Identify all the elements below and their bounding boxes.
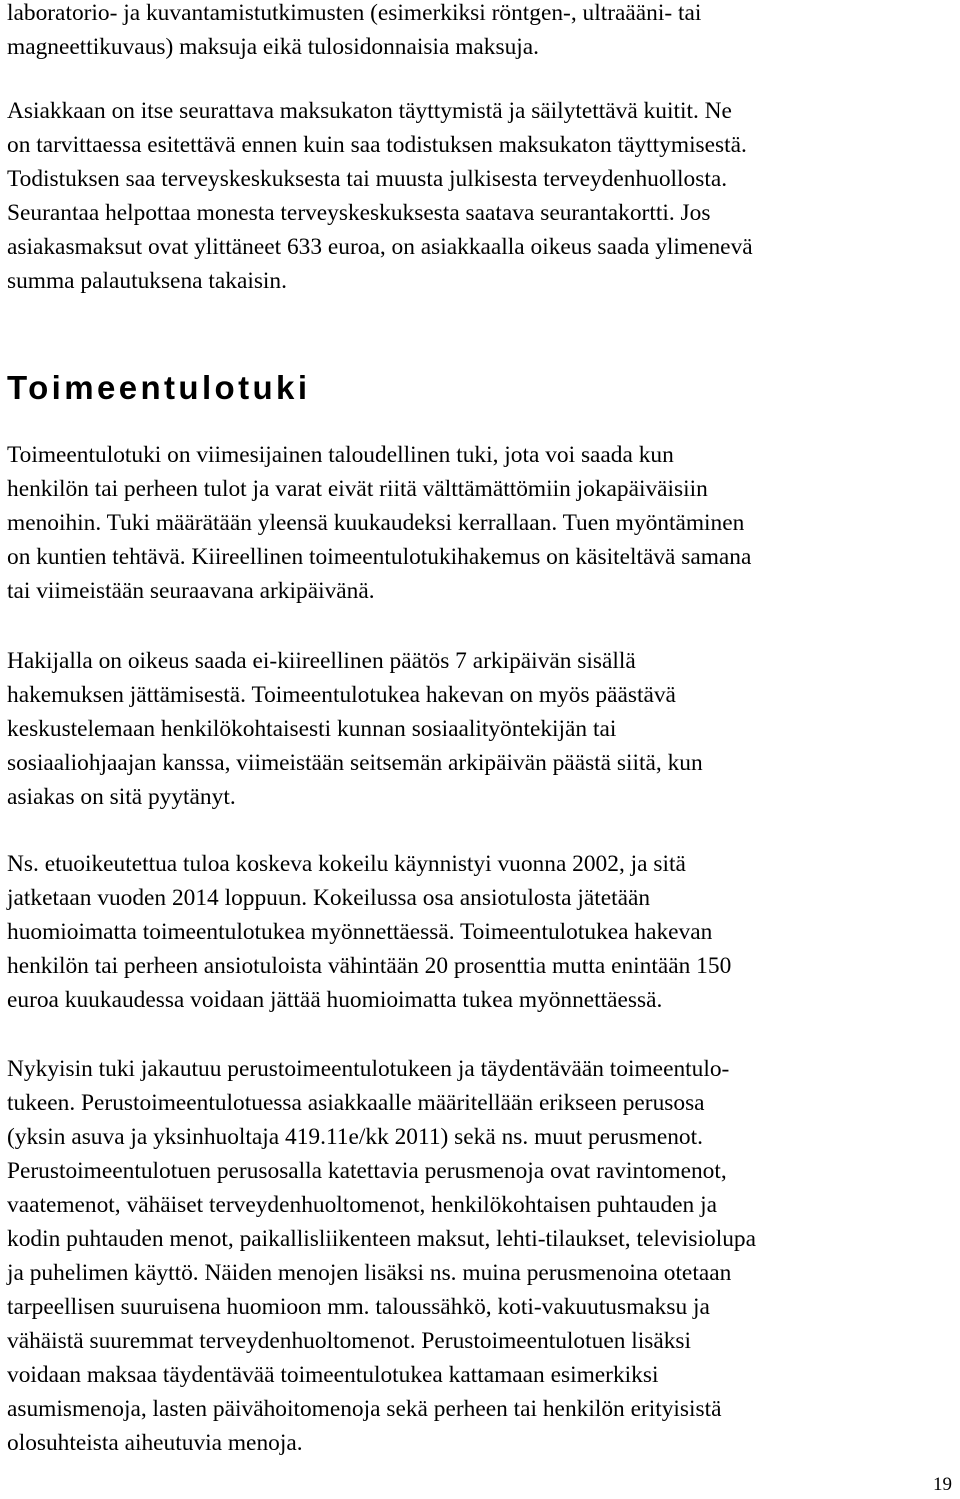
text-line: on tarvittaessa esitettävä ennen kuin saa todistuksen maksukaton täyttymisestä.: [7, 132, 747, 158]
text-line: huomioimatta toimeentulotukea myönnettäessä. Toimeentulotukea hakevan: [7, 919, 713, 945]
text-line: asumismenoja, lasten päivähoitomenoja sekä perheen tai henkilön erityisistä: [7, 1396, 722, 1422]
text-line: olosuhteista aiheutuvia menoja.: [7, 1430, 303, 1456]
text-line: on kuntien tehtävä. Kiireellinen toimeentulotukihakemus on käsiteltävä samana: [7, 544, 752, 570]
text-line: henkilön tai perheen tulot ja varat eivät riitä välttämättömiin jokapäiväisiin: [7, 476, 708, 502]
text-line: (yksin asuva ja yksinhuoltaja 419.11e/kk 2011) sekä ns. muut perusmenot.: [7, 1124, 703, 1150]
text-line: asiakasmaksut ovat ylittäneet 633 euroa, on asiakkaalla oikeus saada ylimenevä: [7, 234, 753, 260]
text-line: henkilön tai perheen ansiotuloista vähintään 20 prosenttia mutta enintään 150: [7, 953, 732, 979]
text-line: hakemuksen jättämisestä. Toimeentulotukea hakevan on myös päästävä: [7, 682, 676, 708]
text-line: euroa kuukaudessa voidaan jättää huomioimatta tukea myönnettäessä.: [7, 987, 663, 1013]
text-line: Ns. etuoikeutettua tuloa koskeva kokeilu käynnistyi vuonna 2002, ja sitä: [7, 851, 686, 877]
text-line: sosiaaliohjaajan kanssa, viimeistään seitsemän arkipäivän päästä siitä, kun: [7, 750, 703, 776]
text-line: Todistuksen saa terveyskeskuksesta tai muusta julkisesta terveydenhuollosta.: [7, 166, 728, 192]
text-line: magneettikuvaus) maksuja eikä tulosidonnaisia maksuja.: [7, 34, 540, 60]
receipt-paragraph: [7, 94, 753, 298]
decision-paragraph: [7, 644, 703, 814]
text-line: Hakijalla on oikeus saada ei-kiireellinen päätös 7 arkipäivän sisällä: [7, 648, 636, 674]
section-heading: Toimeentulotuki: [7, 369, 311, 406]
text-line: Nykyisin tuki jakautuu perustoimeentulotukeen ja täydentävään toimeentulo-: [7, 1056, 730, 1082]
text-line: laboratorio- ja kuvantamistutkimusten (esimerkiksi röntgen-, ultraääni- tai: [7, 0, 702, 26]
trial-paragraph: [7, 847, 731, 1017]
text-line: tarpeellisen suuruisena huomioon mm. taloussähkö, koti-vakuutusmaksu ja: [7, 1294, 710, 1320]
page-number: 19: [933, 1474, 952, 1495]
text-line: keskustelemaan henkilökohtaisesti kunnan sosiaalityöntekijän tai: [7, 716, 617, 742]
text-line: jatketaan vuoden 2014 loppuun. Kokeilussa osa ansiotulosta jätetään: [7, 885, 651, 911]
definition-paragraph: [7, 438, 751, 608]
text-line: kodin puhtauden menot, paikallisliikenteen maksut, lehti-tilaukset, televisiolupa: [7, 1226, 756, 1252]
text-line: voidaan maksaa täydentävää toimeentulotukea kattamaan esimerkiksi: [7, 1362, 659, 1388]
text-line: tukeen. Perustoimeentulotuessa asiakkaalle määritellään erikseen perusosa: [7, 1090, 705, 1116]
text-line: summa palautuksena takaisin.: [7, 268, 287, 294]
text-line: Toimeentulotuki on viimesijainen taloudellinen tuki, jota voi saada kun: [7, 442, 674, 468]
intro-paragraph: [7, 0, 701, 64]
text-line: asiakas on sitä pyytänyt.: [7, 784, 236, 810]
composition-paragraph: [7, 1052, 756, 1460]
text-line: Asiakkaan on itse seurattava maksukaton täyttymistä ja säilytettävä kuitit. Ne: [7, 98, 732, 124]
text-line: Seurantaa helpottaa monesta terveyskeskuksesta saatava seurantakortti. Jos: [7, 200, 711, 226]
text-line: tai viimeistään seuraavana arkipäivänä.: [7, 578, 375, 604]
text-line: Perustoimeentulotuen perusosalla katettavia perusmenoja ovat ravintomenot,: [7, 1158, 727, 1184]
text-line: vähäistä suuremmat terveydenhuoltomenot. Perustoimeentulotuen lisäksi: [7, 1328, 692, 1354]
text-line: menoihin. Tuki määrätään yleensä kuukaudeksi kerrallaan. Tuen myöntäminen: [7, 510, 745, 536]
text-line: ja puhelimen käyttö. Näiden menojen lisäksi ns. muina perusmenoina otetaan: [7, 1260, 732, 1286]
text-line: vaatemenot, vähäiset terveydenhuoltomenot, henkilökohtaisen puhtauden ja: [7, 1192, 717, 1218]
